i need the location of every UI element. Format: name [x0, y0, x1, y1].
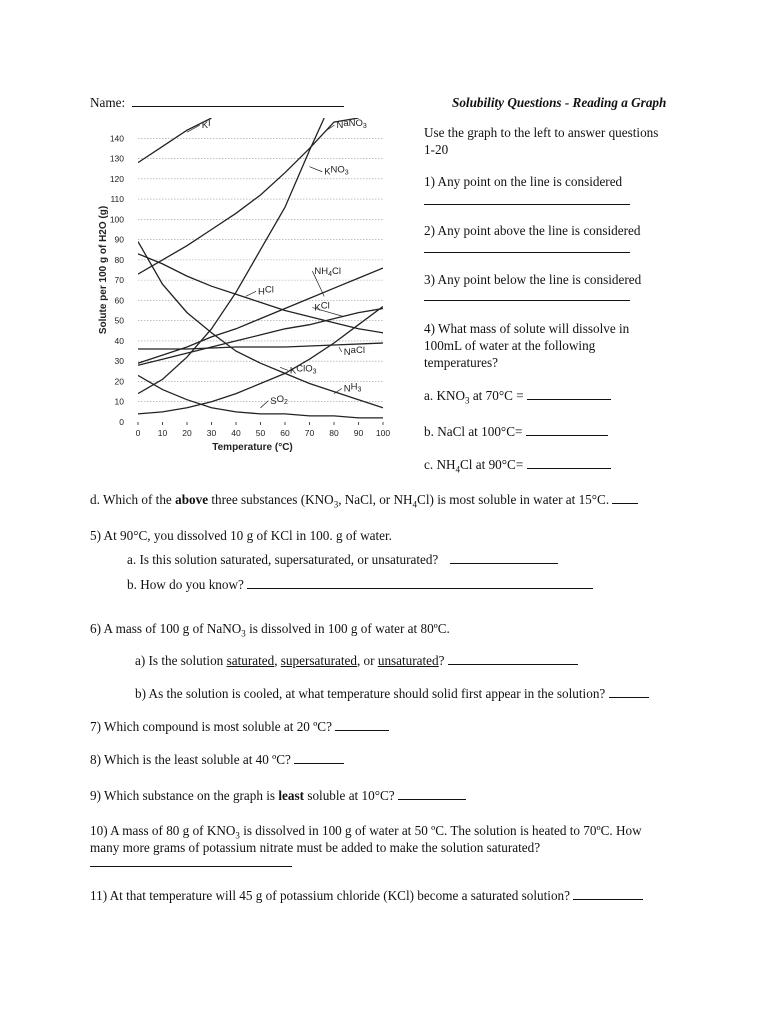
series-label-nacl: NaCl	[343, 345, 365, 359]
answer-blank-6a[interactable]	[448, 652, 578, 665]
x-tick-label: 80	[329, 428, 339, 438]
x-tick-label: 40	[231, 428, 241, 438]
q4c-text-2: Cl at 90°C=	[460, 457, 524, 472]
name-label: Name:	[90, 95, 126, 110]
series-pointer-nacl	[339, 347, 342, 352]
name-field	[90, 94, 344, 111]
series-line-kno3	[138, 118, 324, 394]
x-tick-label: 20	[182, 428, 192, 438]
y-tick-label: 100	[109, 214, 124, 225]
q4a-text-2: at 70°C =	[469, 388, 524, 403]
question-5b	[127, 576, 593, 593]
y-tick-label: 10	[114, 396, 124, 407]
q9-text: 9) Which substance on the graph is	[90, 788, 279, 803]
q6a-text: a) Is the solution	[135, 653, 227, 668]
question-5: 5) At 90°C, you dissolved 10 g of KCl in 100. g of water.	[90, 528, 392, 543]
question-5a	[127, 551, 558, 568]
question-4-line-3: temperatures?	[424, 355, 498, 370]
q6b-text: b) As the solution is cooled, at what temperature should solid first appear in the solution?	[135, 686, 606, 701]
x-tick-label: 100	[375, 428, 391, 438]
y-tick-label: 110	[110, 194, 124, 205]
q4d-bold: above	[175, 492, 209, 507]
question-1: 1) Any point on the line is considered	[424, 174, 623, 189]
name-blank[interactable]	[132, 94, 344, 107]
question-8	[90, 751, 344, 768]
q4d-text-3: , NaCl, or NH	[338, 492, 413, 507]
question-9	[90, 787, 466, 804]
y-tick-label: 50	[114, 315, 124, 326]
answer-blank-4c[interactable]	[527, 456, 611, 469]
y-tick-label: 40	[114, 335, 124, 346]
intro-line-2: 1-20	[424, 142, 449, 157]
x-axis-label: Temperature (°C)	[212, 442, 293, 453]
question-4-line-2: 100mL of water at the following	[424, 338, 596, 353]
series-line-so2	[138, 375, 383, 418]
series-pointer-kno3	[310, 167, 323, 172]
x-tick-label: 10	[157, 428, 168, 438]
q4d-text-2: three substances (KNO	[208, 492, 334, 507]
series-line-ki	[138, 118, 212, 163]
question-2: 2) Any point above the line is considered	[424, 223, 641, 238]
answer-blank-4b[interactable]	[526, 423, 608, 436]
y-tick-label: 30	[114, 356, 124, 367]
q10-text-2: is dissolved in 100 g of water at 50 ºC. The solution is heated to 70ºC. How	[239, 823, 642, 838]
q10-sub: 3	[235, 830, 240, 841]
question-10-line-2: many more grams of potassium nitrate must be added to make the solution saturated?	[90, 840, 541, 855]
y-tick-label: 130	[109, 153, 124, 164]
answer-line-2[interactable]	[424, 252, 630, 253]
q10-text: 10) A mass of 80 g of KNO	[90, 823, 236, 838]
x-tick-label: 90	[353, 428, 364, 438]
q4a-sub: 3	[465, 395, 470, 406]
series-label-ki: KI	[201, 118, 211, 132]
question-4d	[90, 491, 638, 514]
y-tick-label: 60	[114, 295, 124, 306]
x-tick-label: 70	[304, 428, 315, 438]
series-label-nh3: $NH_3$	[343, 381, 362, 395]
q5b-text: b. How do you know?	[127, 577, 244, 592]
q4c-text: c. NH	[424, 457, 456, 472]
y-tick-label: 90	[114, 234, 124, 245]
answer-blank-7[interactable]	[335, 718, 389, 731]
x-tick-label: 60	[280, 428, 290, 438]
page-title: Solubility Questions - Reading a Graph	[452, 95, 667, 110]
q9-text-2: soluble at 10°C?	[304, 788, 395, 803]
question-7	[90, 718, 389, 735]
q4d-sub-2: 4	[412, 499, 418, 510]
q6a-comma-1: ,	[274, 653, 281, 668]
y-tick-label: 140	[109, 133, 124, 144]
question-4-line-1: 4) What mass of solute will dissolve in	[424, 321, 630, 336]
q4a-text: a. KNO	[424, 388, 466, 403]
q4d-text: d. Which of the	[90, 492, 176, 507]
q4d-text-4: Cl) is most soluble in water at 15°C.	[417, 492, 610, 507]
question-6	[90, 620, 450, 643]
x-tick-label: 50	[255, 428, 266, 438]
question-4a	[424, 387, 611, 410]
answer-line-3[interactable]	[424, 300, 630, 301]
q7-text: 7) Which compound is most soluble at 20 ºC?	[90, 719, 332, 734]
question-3: 3) Any point below the line is considered	[424, 272, 642, 287]
q6a-or: , or	[356, 653, 378, 668]
y-tick-label: 0	[119, 417, 124, 427]
q6a-qmark: ?	[438, 653, 445, 668]
answer-blank-5a[interactable]	[450, 551, 558, 564]
q8-text: 8) Which is the least soluble at 40 ºC?	[90, 752, 291, 767]
x-tick-label: 30	[206, 428, 217, 438]
series-pointer-hcl	[246, 291, 256, 296]
series-label-kno3: $KNO_3$	[324, 164, 349, 178]
series-line-kclo3	[138, 307, 383, 414]
y-tick-label: 80	[114, 254, 124, 265]
answer-blank-4a[interactable]	[527, 387, 611, 400]
answer-blank-6b[interactable]	[609, 685, 649, 698]
question-11	[90, 887, 643, 904]
q6-text-2: is dissolved in 100 g of water at 80ºC.	[245, 621, 450, 636]
series-label-kcl: KCl	[314, 300, 330, 314]
q4b-text: b. NaCl at 100°C=	[424, 424, 523, 439]
y-tick-label: 120	[109, 173, 124, 184]
question-6b	[135, 685, 649, 702]
q6-sub: 3	[241, 628, 246, 639]
intro-line-1: Use the graph to the left to answer questions	[424, 125, 659, 140]
q5a-text: a. Is this solution saturated, supersaturated, or unsaturated?	[127, 552, 439, 567]
answer-line-10[interactable]	[90, 866, 292, 867]
q6-text: 6) A mass of 100 g of NaNO	[90, 621, 242, 636]
series-pointer-kclo3	[280, 367, 288, 370]
q11-text: 11) At that temperature will 45 g of potassium chloride (KCl) become a saturated solution?	[90, 888, 570, 903]
answer-blank-8[interactable]	[294, 751, 344, 764]
q6a-supersaturated: supersaturated	[280, 653, 357, 668]
series-label-nh4cl: $NH_4Cl$	[314, 266, 342, 279]
q9-bold: least	[278, 788, 305, 803]
series-label-nano3: NaNO$_3$	[336, 118, 367, 132]
y-tick-label: 70	[114, 275, 124, 286]
series-label-hcl: HCl	[258, 284, 274, 298]
x-tick-label: 0	[135, 428, 141, 438]
y-tick-label: 20	[114, 376, 124, 387]
answer-blank-11[interactable]	[573, 887, 643, 900]
q6a-saturated: saturated	[226, 653, 275, 668]
q4d-sub-1: 3	[333, 499, 339, 510]
answer-blank-4d[interactable]	[612, 491, 638, 504]
question-4b	[424, 423, 608, 440]
answer-line-1[interactable]	[424, 204, 630, 205]
q4c-sub: 4	[455, 464, 460, 475]
solubility-chart	[88, 112, 398, 462]
series-label-so2: $SO_2$	[270, 393, 288, 407]
series-label-kclo3: KClO$_3$	[289, 363, 317, 377]
answer-blank-9[interactable]	[398, 787, 466, 800]
question-6a	[135, 652, 578, 669]
answer-blank-5b[interactable]	[247, 576, 593, 589]
q6a-unsaturated: unsaturated	[377, 653, 439, 668]
question-4c	[424, 456, 611, 479]
y-axis-label: Solute per 100 g of H2O (g)	[98, 205, 109, 335]
